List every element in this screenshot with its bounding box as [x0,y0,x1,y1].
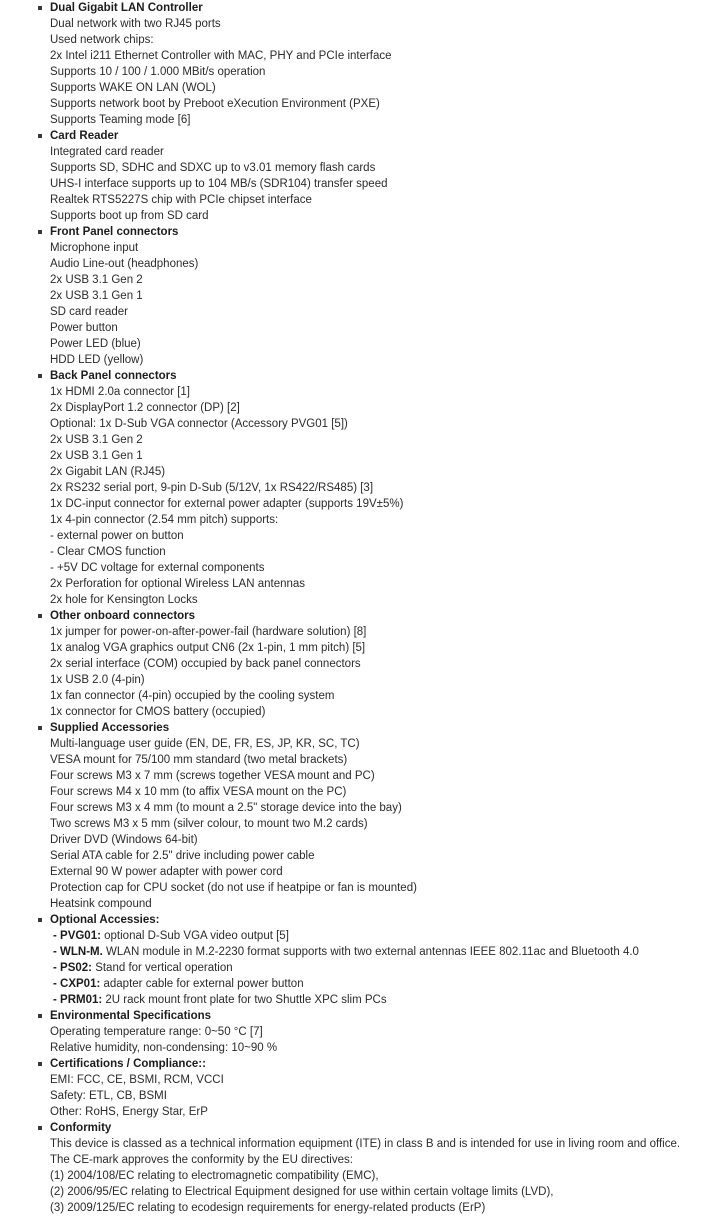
square-bullet-icon [38,134,42,138]
spec-line: 2x hole for Kensington Locks [50,594,198,606]
spec-group-heading-label: Back Panel connectors [50,370,177,382]
spec-line: - external power on button [50,530,184,542]
spec-line: Dual network with two RJ45 ports [50,18,221,30]
spec-group [0,1120,703,1216]
spec-line: Realtek RTS5227S chip with PCIe chipset interface [50,194,312,206]
spec-group [0,912,703,1008]
spec-group-heading-label: Conformity [50,1122,112,1134]
spec-line: 1x USB 2.0 (4-pin) [50,674,145,686]
spec-line: Microphone input [50,242,139,254]
spec-line: Protection cap for CPU socket (do not use if heatpipe or fan is mounted) [50,882,417,894]
spec-line: Two screws M3 x 5 mm (silver colour, to mount two M.2 cards) [50,818,368,830]
spec-group-heading [0,1008,703,1024]
spec-line: Serial ATA cable for 2.5" drive including power cable [50,850,315,862]
spec-line: 2x USB 3.1 Gen 2 [50,274,143,286]
spec-group-heading-label: Optional Accessies: [50,914,160,926]
spec-line: 1x analog VGA graphics output CN6 (2x 1-pin, 1 mm pitch) [5] [50,642,366,654]
spec-group [0,1008,703,1056]
spec-group [0,1056,703,1120]
square-bullet-icon [38,230,42,234]
spec-line: 1x fan connector (4-pin) occupied by the cooling system [50,690,335,702]
spec-line: Optional: 1x D-Sub VGA connector (Accessory PVG01 [5]) [50,418,348,430]
spec-line-accessory [0,944,703,960]
spec-line: Four screws M3 x 4 mm (to mount a 2.5" storage device into the bay) [50,802,402,814]
spec-line: Supports 10 / 100 / 1.000 MBit/s operation [50,66,266,78]
spec-line: 2x USB 3.1 Gen 2 [50,434,143,446]
spec-line: Other: RoHS, Energy Star, ErP [50,1106,208,1118]
spec-line: (3) 2009/125/EC relating to ecodesign requirements for energy-related products (ErP) [50,1202,486,1214]
spec-line: (2) 2006/95/EC relating to Electrical Equipment designed for use within certain voltage limits (LVD), [50,1186,554,1198]
spec-line: Relative humidity, non-condensing: 10~90 % [50,1042,278,1054]
spec-line: UHS-I interface supports up to 104 MB/s (SDR104) transfer speed [50,178,388,190]
spec-group [0,720,703,912]
spec-line-label: - CXP01: [53,978,101,990]
spec-line-label: - PRM01: [53,994,103,1006]
spec-group [0,608,703,720]
spec-group-heading-label: Environmental Specifications [50,1010,212,1022]
spec-line: VESA mount for 75/100 mm standard (two metal brackets) [50,754,348,766]
spec-group-heading [0,0,703,16]
square-bullet-icon [38,374,42,378]
spec-line: Driver DVD (Windows 64-bit) [50,834,198,846]
spec-line: 2x USB 3.1 Gen 1 [50,290,143,302]
spec-line: Used network chips: [50,34,154,46]
square-bullet-icon [38,1126,42,1130]
spec-line: 1x HDMI 2.0a connector [1] [50,386,190,398]
spec-line: Multi-language user guide (EN, DE, FR, ES, JP, KR, SC, TC) [50,738,360,750]
spec-line: This device is classed as a technical information equipment (ITE) in class B and is intended for use in living room and office. The CE-mark approves the conformity by the EU directives: [50,1138,681,1166]
spec-line: Power LED (blue) [50,338,141,350]
spec-line-text: optional D-Sub VGA video output [5] [100,930,289,942]
spec-line-accessory [0,976,703,992]
spec-line: 1x DC-input connector for external power adapter (supports 19V±5%) [50,498,404,510]
spec-group-heading [0,224,703,240]
spec-group [0,128,703,224]
spec-group-heading [0,1056,703,1072]
spec-line: Four screws M4 x 10 mm (to affix VESA mount on the PC) [50,786,347,798]
spec-line: 2x Perforation for optional Wireless LAN antennas [50,578,306,590]
spec-line: Supports boot up from SD card [50,210,209,222]
spec-line-text: 2U rack mount front plate for two Shuttle XPC slim PCs [102,994,387,1006]
spec-line-label: - PS02: [53,962,92,974]
spec-line: Integrated card reader [50,146,164,158]
spec-line: External 90 W power adapter with power cord [50,866,283,878]
spec-line-text: Stand for vertical operation [92,962,233,974]
spec-line: Supports network boot by Preboot eXecution Environment (PXE) [50,98,380,110]
spec-line: (1) 2004/108/EC relating to electromagnetic compatibility (EMC), [50,1170,379,1182]
spec-group-heading [0,608,703,624]
square-bullet-icon [38,918,42,922]
spec-line: Operating temperature range: 0~50 °C [7] [50,1026,263,1038]
spec-line: 1x 4-pin connector (2.54 mm pitch) supports: [50,514,279,526]
spec-line: Supports SD, SDHC and SDXC up to v3.01 memory flash cards [50,162,376,174]
square-bullet-icon [38,1062,42,1066]
spec-line: 1x jumper for power-on-after-power-fail (hardware solution) [8] [50,626,367,638]
spec-line: - Clear CMOS function [50,546,166,558]
spec-line-accessory [0,928,703,944]
spec-line: 1x connector for CMOS battery (occupied) [50,706,266,718]
spec-group [0,368,703,608]
square-bullet-icon [38,614,42,618]
spec-group-heading-label: Supplied Accessories [50,722,170,734]
spec-group-heading [0,912,703,928]
spec-group-heading [0,720,703,736]
spec-group [0,0,703,128]
spec-group [0,224,703,368]
square-bullet-icon [38,1014,42,1018]
spec-line: Four screws M3 x 7 mm (screws together VESA mount and PC) [50,770,375,782]
spec-line: Safety: ETL, CB, BSMI [50,1090,167,1102]
square-bullet-icon [38,6,42,10]
spec-group-heading [0,1120,703,1136]
spec-group-heading [0,368,703,384]
spec-line: 2x USB 3.1 Gen 1 [50,450,143,462]
spec-line: 2x serial interface (COM) occupied by back panel connectors [50,658,361,670]
spec-line-label: - PVG01: [53,930,101,942]
spec-line-text: WLAN module in M.2-2230 format supports with two external antennas IEEE 802.11ac and Bluetooth 4.0 [102,946,639,958]
spec-line: 2x DisplayPort 1.2 connector (DP) [2] [50,402,240,414]
spec-line: Heatsink compound [50,898,152,910]
spec-line-text: adapter cable for external power button [100,978,304,990]
spec-group-heading-label: Certifications / Compliance:: [50,1058,206,1070]
spec-line: Supports Teaming mode [6] [50,114,191,126]
spec-group-heading [0,128,703,144]
spec-group-heading-label: Card Reader [50,130,119,142]
spec-group-heading-label: Other onboard connectors [50,610,196,622]
spec-line: Supports WAKE ON LAN (WOL) [50,82,216,94]
square-bullet-icon [38,726,42,730]
spec-line: - +5V DC voltage for external components [50,562,265,574]
spec-line: 2x Intel i211 Ethernet Controller with MAC, PHY and PCIe interface [50,50,392,62]
spec-line: Audio Line-out (headphones) [50,258,199,270]
spec-line: SD card reader [50,306,128,318]
spec-group-heading-label: Front Panel connectors [50,226,179,238]
spec-line: 2x Gigabit LAN (RJ45) [50,466,166,478]
spec-line: HDD LED (yellow) [50,354,144,366]
spec-line: 2x RS232 serial port, 9-pin D-Sub (5/12V, 1x RS422/RS485) [3] [50,482,374,494]
spec-line-accessory [0,960,703,976]
spec-line-accessory [0,992,703,1008]
spec-line-label: - WLN-M. [53,946,103,958]
spec-line: Power button [50,322,118,334]
spec-line: EMI: FCC, CE, BSMI, RCM, VCCI [50,1074,224,1086]
spec-group-heading-label: Dual Gigabit LAN Controller [50,2,203,14]
